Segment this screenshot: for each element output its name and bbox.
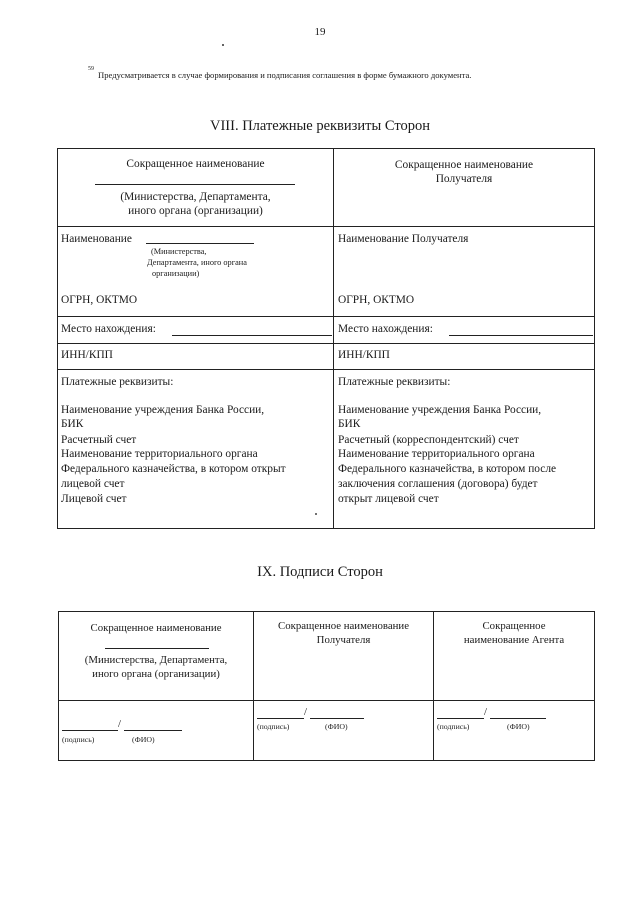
- t2-col1-sub-1: (Министерства, Департамента,: [84, 654, 228, 666]
- t2-col1-fio-label: (ФИО): [132, 735, 155, 744]
- t2-col2-sign-label: (подпись): [257, 722, 290, 731]
- t1-top-border: [57, 148, 595, 149]
- t1-left-name-sub-1: (Министерства,: [151, 247, 207, 256]
- t1-right-ogrn: ОГРН, ОКТМО: [338, 294, 415, 306]
- t1-left-location: Место нахождения:: [61, 323, 156, 335]
- t1-right-payment-line-6: заключения соглашения (договора) будет: [338, 478, 538, 490]
- t1-left-name-label: Наименование: [61, 233, 132, 245]
- t1-right-location: Место нахождения:: [338, 323, 433, 335]
- t1-header-divider: [57, 226, 595, 227]
- t2-col2-fio-label: (ФИО): [325, 722, 348, 731]
- t1-row-divider-1: [57, 316, 595, 317]
- footnote-text: Предусматривается в случае формирования и подписания соглашения в форме бумажного документа.: [98, 70, 472, 80]
- t1-left-location-blank: [172, 335, 332, 336]
- t1-left-payment-line-2: БИК: [61, 418, 84, 430]
- t2-col2-title-1: Сокращенное наименование: [278, 620, 409, 632]
- t1-right-payment-title: Платежные реквизиты:: [338, 376, 451, 388]
- t2-col3-fio-label: (ФИО): [507, 722, 530, 731]
- t2-bottom-border: [58, 760, 595, 761]
- t2-col2-title-2: Получателя: [316, 634, 371, 646]
- t2-col1-blank: [105, 648, 209, 649]
- t1-header-right-2: Получателя: [435, 173, 493, 185]
- t2-right-border: [594, 611, 595, 761]
- t1-header-left-title: Сокращенное наименование: [126, 158, 265, 170]
- t2-col3-title-2: наименование Агента: [463, 634, 565, 646]
- t1-right-inn: ИНН/КПП: [338, 349, 390, 361]
- t1-bottom-border: [57, 528, 595, 529]
- t2-col1-title: Сокращенное наименование: [90, 622, 222, 634]
- t2-row-divider: [58, 700, 595, 701]
- t2-col1-slash: /: [118, 718, 121, 730]
- t1-right-payment-line-1: Наименование учреждения Банка России,: [338, 404, 542, 416]
- t1-left-name-blank: [146, 243, 254, 244]
- scan-speck: [315, 513, 317, 515]
- t1-left-ogrn: ОГРН, ОКТМО: [61, 294, 138, 306]
- t1-right-payment-line-4: Наименование территориального органа: [338, 448, 535, 460]
- t1-right-payment-line-5: Федерального казначейства, в котором после: [338, 463, 557, 475]
- t1-left-name-sub-2: Департамента, иного органа: [147, 258, 247, 267]
- section-8-title: VIII. Платежные реквизиты Сторон: [210, 118, 430, 134]
- t1-left-name-sub-3: организации): [152, 269, 200, 278]
- t1-right-payment-line-3: Расчетный (корреспондентский) счет: [338, 434, 519, 446]
- page-number: 19: [314, 26, 326, 38]
- t2-col3-sign-line: [437, 718, 484, 719]
- t1-row-divider-2: [57, 343, 595, 344]
- t1-header-left-blank: [95, 184, 295, 185]
- t1-right-location-blank: [449, 335, 593, 336]
- t1-right-payment-line-7: открыт лицевой счет: [338, 493, 439, 505]
- t1-right-payment-line-2: БИК: [338, 418, 361, 430]
- t1-header-left-sub-1: (Министерства, Департамента,: [120, 191, 271, 203]
- t1-left-payment-title: Платежные реквизиты:: [61, 376, 174, 388]
- t2-col3-slash: /: [484, 706, 487, 718]
- t2-col1-sign-line: [62, 730, 118, 731]
- t2-col2-fio-line: [310, 718, 364, 719]
- t2-col1-fio-line: [124, 730, 182, 731]
- t1-left-payment-line-5: Федерального казначейства, в котором открыт: [61, 463, 286, 475]
- t1-right-name-label: Наименование Получателя: [338, 233, 469, 245]
- t2-col1-sign-label: (подпись): [62, 735, 95, 744]
- t1-header-right-1: Сокращенное наименование: [394, 159, 534, 171]
- t1-right-border: [594, 148, 595, 529]
- scan-speck: [222, 44, 224, 46]
- t2-col2-sign-line: [257, 718, 304, 719]
- t1-left-payment-line-1: Наименование учреждения Банка России,: [61, 404, 265, 416]
- t2-col3-sign-label: (подпись): [437, 722, 470, 731]
- t2-col3-fio-line: [490, 718, 546, 719]
- t1-left-payment-line-6: лицевой счет: [61, 478, 125, 490]
- t1-row-divider-3: [57, 369, 595, 370]
- t2-col3-title-1: Сокращенное: [482, 620, 546, 632]
- t1-left-payment-line-3: Расчетный счет: [61, 434, 137, 446]
- t1-left-payment-line-7: Лицевой счет: [61, 493, 127, 505]
- t1-middle-border: [333, 148, 334, 529]
- t2-top-border: [58, 611, 595, 612]
- section-9-title: IX. Подписи Сторон: [257, 564, 383, 580]
- t1-left-payment-line-4: Наименование территориального органа: [61, 448, 258, 460]
- t2-col2-slash: /: [304, 706, 307, 718]
- footnote-mark: 59: [88, 66, 94, 73]
- t1-left-inn: ИНН/КПП: [61, 349, 113, 361]
- t2-col1-sub-2: иного органа (организации): [92, 668, 220, 680]
- footnote: [88, 66, 472, 80]
- t1-header-left-sub-2: иного органа (организации): [128, 205, 263, 217]
